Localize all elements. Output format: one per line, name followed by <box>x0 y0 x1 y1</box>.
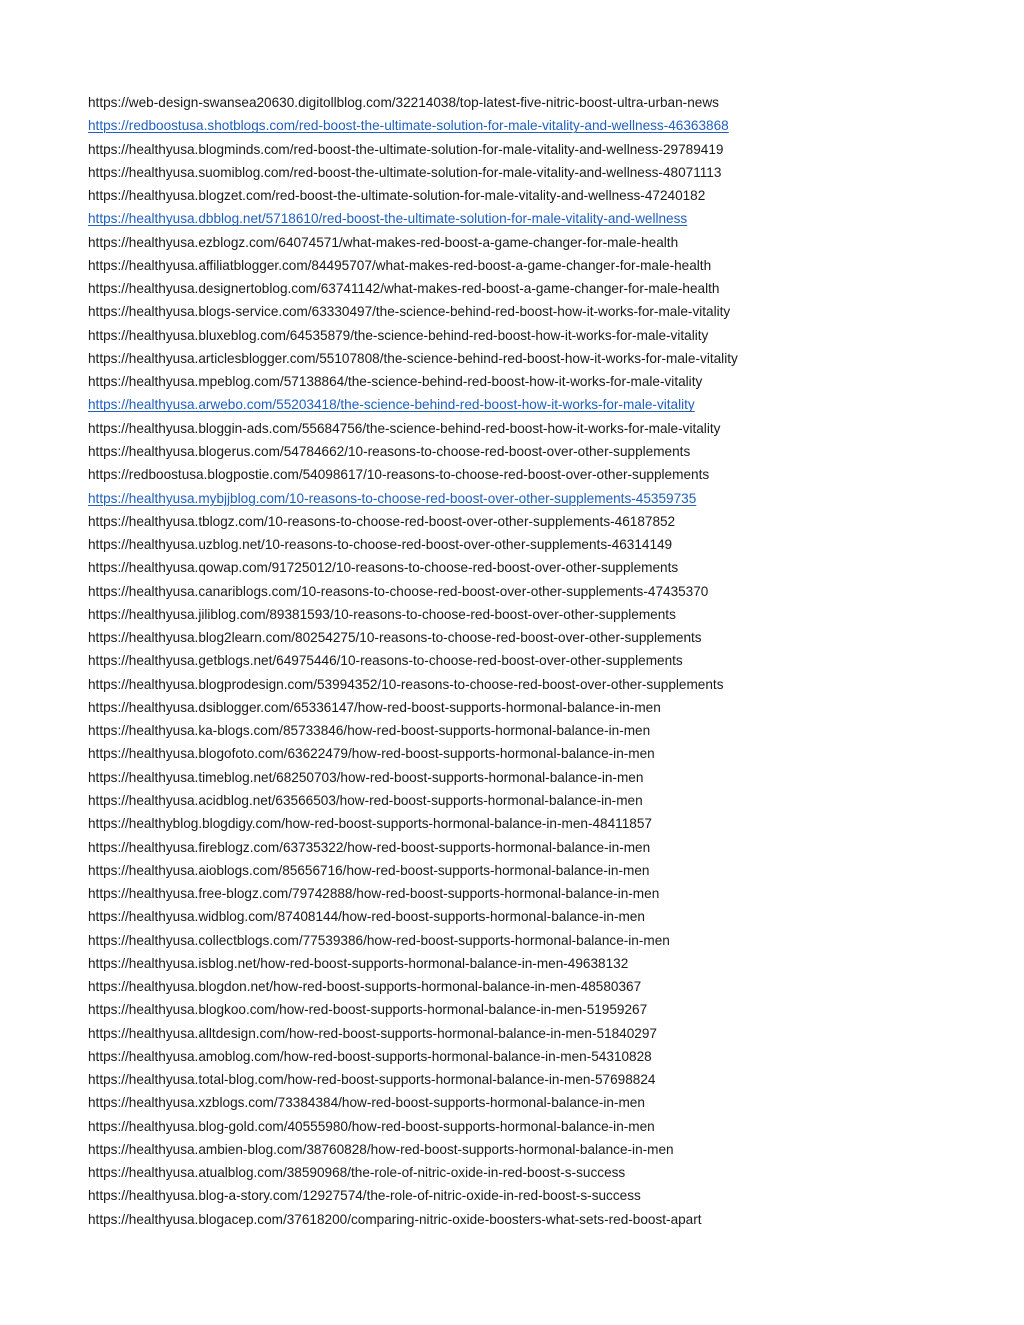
url-hyperlink[interactable]: https://healthyusa.arwebo.com/55203418/the-science-behind-red-boost-how-it-works-for-male-vitality <box>88 397 695 413</box>
url-text-line: https://healthyusa.fireblogz.com/63735322/how-red-boost-supports-hormonal-balance-in-men <box>88 839 651 855</box>
url-text-line: https://healthyusa.aioblogs.com/85656716/how-red-boost-supports-hormonal-balance-in-men <box>88 862 650 878</box>
url-text-line: https://healthyusa.blogacep.com/37618200/comparing-nitric-oxide-boosters-what-sets-red-boost-apart <box>88 1211 702 1227</box>
url-text-line: https://healthyusa.blogprodesign.com/53994352/10-reasons-to-choose-red-boost-over-other-supplements <box>88 676 724 692</box>
url-text-line: https://healthyusa.blogerus.com/54784662/10-reasons-to-choose-red-boost-over-other-supplements <box>88 443 691 459</box>
url-text-line: https://healthyusa.timeblog.net/68250703/how-red-boost-supports-hormonal-balance-in-men <box>88 769 644 785</box>
url-text-line: https://healthyusa.blog-a-story.com/12927574/the-role-of-nitric-oxide-in-red-boost-s-success <box>88 1188 641 1204</box>
url-text-line: https://healthyusa.articlesblogger.com/55107808/the-science-behind-red-boost-how-it-works-for-male-vitality <box>88 350 738 366</box>
url-text-line: https://redboostusa.blogpostie.com/54098617/10-reasons-to-choose-red-boost-over-other-supplements <box>88 467 710 483</box>
url-text-line: https://healthyusa.ambien-blog.com/38760828/how-red-boost-supports-hormonal-balance-in-men <box>88 1141 674 1157</box>
url-text-line: https://healthyusa.amoblog.com/how-red-boost-supports-hormonal-balance-in-men-54310828 <box>88 1048 652 1064</box>
url-text-line: https://healthyusa.blogkoo.com/how-red-boost-supports-hormonal-balance-in-men-51959267 <box>88 1002 648 1018</box>
url-text-line: https://healthyusa.atualblog.com/38590968/the-role-of-nitric-oxide-in-red-boost-s-success <box>88 1165 626 1181</box>
url-text-line: https://healthyusa.canariblogs.com/10-reasons-to-choose-red-boost-over-other-supplements-47435370 <box>88 583 709 599</box>
url-text-line: https://healthyusa.getblogs.net/64975446/10-reasons-to-choose-red-boost-over-other-supplements <box>88 653 683 669</box>
url-text-line: https://healthyusa.blogzet.com/red-boost-the-ultimate-solution-for-male-vitality-and-wellness-47240182 <box>88 188 706 204</box>
url-list <box>88 91 988 1231</box>
url-text-line: https://healthyusa.bloggin-ads.com/55684756/the-science-behind-red-boost-how-it-works-for-male-vitality <box>88 420 721 436</box>
url-text-line: https://healthyusa.blogofoto.com/63622479/how-red-boost-supports-hormonal-balance-in-men <box>88 746 655 762</box>
url-text-line: https://healthyusa.ka-blogs.com/85733846/how-red-boost-supports-hormonal-balance-in-men <box>88 723 651 739</box>
url-text-line: https://healthyusa.acidblog.net/63566503/how-red-boost-supports-hormonal-balance-in-men <box>88 792 643 808</box>
url-text-line: https://healthyusa.qowap.com/91725012/10-reasons-to-choose-red-boost-over-other-supplements <box>88 560 679 576</box>
url-text-line: https://healthyusa.blogs-service.com/63330497/the-science-behind-red-boost-how-it-works-for-male-vitality <box>88 304 731 320</box>
url-text-line: https://healthyusa.ezblogz.com/64074571/what-makes-red-boost-a-game-changer-for-male-health <box>88 234 679 250</box>
url-text-line: https://healthyusa.dsiblogger.com/65336147/how-red-boost-supports-hormonal-balance-in-men <box>88 699 661 715</box>
url-hyperlink[interactable]: https://redboostusa.shotblogs.com/red-boost-the-ultimate-solution-for-male-vitality-and-wellness-46363868 <box>88 118 729 134</box>
url-text-line: https://web-design-swansea20630.digitollblog.com/32214038/top-latest-five-nitric-boost-ultra-urban-news <box>88 95 719 110</box>
url-text-line: https://healthyusa.bluxeblog.com/64535879/the-science-behind-red-boost-how-it-works-for-male-vitality <box>88 327 709 343</box>
url-text-line: https://healthyblog.blogdigy.com/how-red-boost-supports-hormonal-balance-in-men-48411857 <box>88 816 652 832</box>
url-text-line: https://healthyusa.free-blogz.com/79742888/how-red-boost-supports-hormonal-balance-in-men <box>88 886 660 902</box>
url-text-line: https://healthyusa.blogminds.com/red-boost-the-ultimate-solution-for-male-vitality-and-wellness-29789419 <box>88 141 724 157</box>
url-text-line: https://healthyusa.jiliblog.com/89381593/10-reasons-to-choose-red-boost-over-other-supplements <box>88 606 676 622</box>
url-text-line: https://healthyusa.tblogz.com/10-reasons-to-choose-red-boost-over-other-supplements-46187852 <box>88 513 676 529</box>
url-text-line: https://healthyusa.widblog.com/87408144/how-red-boost-supports-hormonal-balance-in-men <box>88 909 645 925</box>
url-text-line: https://healthyusa.total-blog.com/how-red-boost-supports-hormonal-balance-in-men-57698824 <box>88 1072 656 1088</box>
url-text-line: https://healthyusa.uzblog.net/10-reasons-to-choose-red-boost-over-other-supplements-46314149 <box>88 537 673 553</box>
url-hyperlink[interactable]: https://healthyusa.mybjjblog.com/10-reasons-to-choose-red-boost-over-other-supplements-45359735 <box>88 490 697 506</box>
url-text-line: https://healthyusa.collectblogs.com/77539386/how-red-boost-supports-hormonal-balance-in-men <box>88 932 670 948</box>
url-text-line: https://healthyusa.isblog.net/how-red-boost-supports-hormonal-balance-in-men-49638132 <box>88 955 629 971</box>
url-text-line: https://healthyusa.xzblogs.com/73384384/how-red-boost-supports-hormonal-balance-in-men <box>88 1095 645 1111</box>
url-hyperlink[interactable]: https://healthyusa.dbblog.net/5718610/red-boost-the-ultimate-solution-for-male-vitality-and-wellness <box>88 211 688 227</box>
url-text-line: https://healthyusa.alltdesign.com/how-red-boost-supports-hormonal-balance-in-men-51840297 <box>88 1025 657 1041</box>
url-text-line: https://healthyusa.blog2learn.com/80254275/10-reasons-to-choose-red-boost-over-other-supplements <box>88 630 702 646</box>
url-text-line: https://healthyusa.mpeblog.com/57138864/the-science-behind-red-boost-how-it-works-for-male-vitality <box>88 374 703 390</box>
url-text-line: https://healthyusa.blog-gold.com/40555980/how-red-boost-supports-hormonal-balance-in-men <box>88 1118 655 1134</box>
url-text-line: https://healthyusa.designertoblog.com/63741142/what-makes-red-boost-a-game-changer-for-male-health <box>88 281 720 297</box>
url-text-line: https://healthyusa.suomiblog.com/red-boost-the-ultimate-solution-for-male-vitality-and-wellness-48071113 <box>88 164 722 180</box>
url-text-line: https://healthyusa.blogdon.net/how-red-boost-supports-hormonal-balance-in-men-48580367 <box>88 979 642 995</box>
url-text-line: https://healthyusa.affiliatblogger.com/84495707/what-makes-red-boost-a-game-changer-for-male-health <box>88 257 712 273</box>
